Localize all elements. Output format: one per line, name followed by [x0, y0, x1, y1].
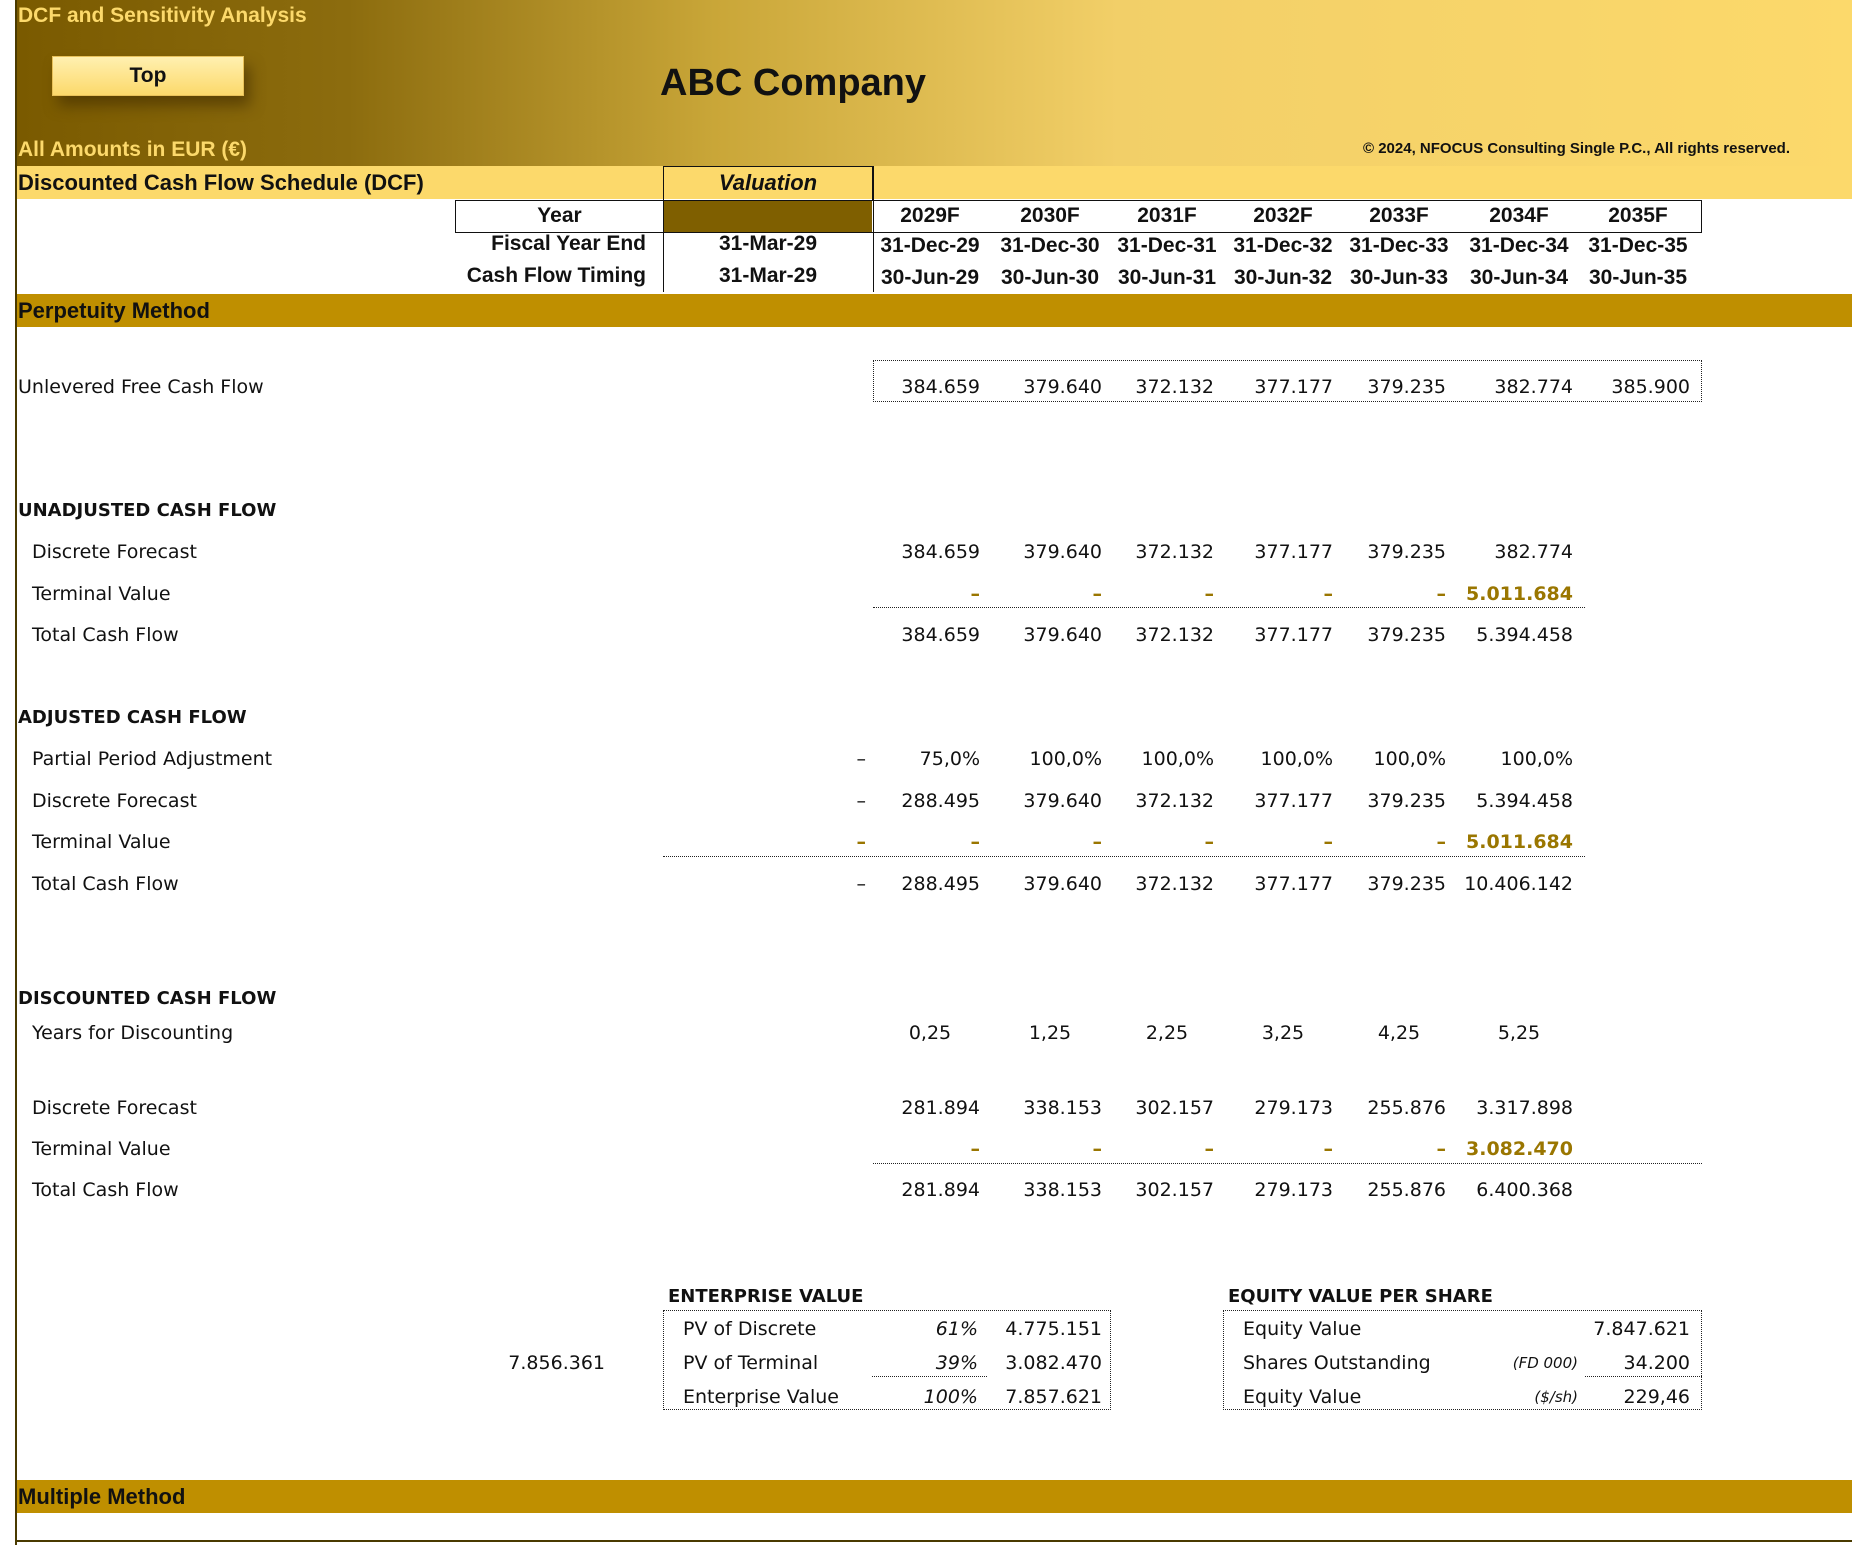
adj-terminal-cell: –	[970, 831, 980, 853]
adj-terminal-cell: –	[1204, 831, 1214, 853]
disc-years-cell: 3,25	[1261, 1022, 1305, 1044]
ufcf-cell: 372.132	[1135, 376, 1214, 398]
cash-flow-timing-cell: 30-Jun-31	[1117, 266, 1217, 289]
ufcf-label: Unlevered Free Cash Flow	[18, 376, 264, 398]
adj-partial-cell: 100,0%	[1141, 748, 1214, 770]
disc-total-cell: 6.400.368	[1476, 1179, 1573, 1201]
disc-terminal-cell: –	[1092, 1138, 1102, 1160]
unadj-total-cell: 5.394.458	[1476, 624, 1573, 646]
ev-row-label: PV of Discrete	[683, 1318, 817, 1340]
amounts-note: All Amounts in EUR (€)	[18, 138, 248, 161]
sheet-title: DCF and Sensitivity Analysis	[18, 4, 307, 27]
disc-discrete-cell: 279.173	[1254, 1097, 1333, 1119]
adj-terminal-cell: –	[1323, 831, 1333, 853]
adj-discrete-cell: 372.132	[1135, 790, 1214, 812]
equity-row-value: 34.200	[1623, 1352, 1690, 1374]
fiscal-year-end-cell: 31-Dec-31	[1117, 234, 1217, 257]
adj-subtotal-line	[663, 856, 1585, 857]
fiscal-year-end-cell: 31-Dec-34	[1469, 234, 1569, 257]
disc-terminal-cell: 3.082.470	[1466, 1138, 1573, 1160]
ev-row-value: 7.857.621	[1005, 1386, 1102, 1408]
fiscal-year-end-cell: 31-Dec-35	[1588, 234, 1688, 257]
adj-terminal-val: –	[856, 831, 866, 853]
disc-years-cell: 1,25	[1028, 1022, 1072, 1044]
unadj-total-cell: 372.132	[1135, 624, 1214, 646]
adj-total-cell: 10.406.142	[1464, 873, 1573, 895]
adj-terminal-cell: –	[1436, 831, 1446, 853]
equity-row-label: Equity Value	[1243, 1386, 1362, 1408]
fiscal-year-end-cell: 31-Dec-32	[1233, 234, 1333, 257]
disc-total-cell: 281.894	[901, 1179, 980, 1201]
adj-terminal-label: Terminal Value	[32, 831, 171, 853]
fiscal-year-end-label: Fiscal Year End	[491, 232, 646, 255]
unadj-terminal-cell: 5.011.684	[1466, 583, 1573, 605]
ev-row-pct: 100%	[923, 1386, 978, 1408]
copyright: © 2024, NFOCUS Consulting Single P.C., All rights reserved.	[1363, 140, 1790, 157]
disc-total-cell: 279.173	[1254, 1179, 1333, 1201]
disc-discrete-cell: 255.876	[1367, 1097, 1446, 1119]
disc-total-cell: 338.153	[1023, 1179, 1102, 1201]
year-header: 2034F	[1489, 204, 1549, 227]
adjusted-title: ADJUSTED CASH FLOW	[18, 707, 247, 728]
adj-partial-label: Partial Period Adjustment	[32, 748, 273, 770]
year-header: 2029F	[900, 204, 960, 227]
adj-discrete-cell: 379.235	[1367, 790, 1446, 812]
equity-row-value: 229,46	[1623, 1386, 1690, 1408]
adj-total-cell: 288.495	[901, 873, 980, 895]
equity-row-value: 7.847.621	[1593, 1318, 1690, 1340]
unadj-discrete-cell: 384.659	[901, 541, 980, 563]
ufcf-cell: 384.659	[901, 376, 980, 398]
cash-flow-timing-cell: 30-Jun-33	[1349, 266, 1449, 289]
disc-discrete-cell: 281.894	[901, 1097, 980, 1119]
equity-title: EQUITY VALUE PER SHARE	[1228, 1286, 1493, 1307]
year-label: Year	[537, 204, 582, 227]
disc-terminal-label: Terminal Value	[32, 1138, 171, 1160]
adj-total-cell: 379.640	[1023, 873, 1102, 895]
schedule-title: Discounted Cash Flow Schedule (DCF)	[18, 170, 424, 195]
adj-total-cell: 372.132	[1135, 873, 1214, 895]
disc-years-cell: 4,25	[1377, 1022, 1421, 1044]
company-title: ABC Company	[660, 62, 927, 104]
disc-total-cell: 255.876	[1367, 1179, 1446, 1201]
ufcf-cell: 379.640	[1023, 376, 1102, 398]
unadj-discrete-cell: 377.177	[1254, 541, 1333, 563]
adj-discrete-cell: 5.394.458	[1476, 790, 1573, 812]
disc-discrete-cell: 338.153	[1023, 1097, 1102, 1119]
unadj-total-cell: 377.177	[1254, 624, 1333, 646]
unadj-terminal-cell: –	[1323, 583, 1333, 605]
equity-row-unit: (FD 000)	[1512, 1354, 1578, 1372]
unadj-discrete-cell: 379.235	[1367, 541, 1446, 563]
adj-terminal-cell: –	[1092, 831, 1102, 853]
fiscal-year-end-cell: 31-Dec-33	[1349, 234, 1449, 257]
discounted-title: DISCOUNTED CASH FLOW	[18, 988, 277, 1009]
adj-discrete-label: Discrete Forecast	[32, 790, 197, 812]
disc-years-label: Years for Discounting	[32, 1022, 234, 1044]
ufcf-cell: 379.235	[1367, 376, 1446, 398]
side-value: 7.856.361	[508, 1352, 605, 1374]
year-header: 2030F	[1020, 204, 1080, 227]
adj-total-label: Total Cash Flow	[32, 873, 179, 895]
equity-row-label: Equity Value	[1243, 1318, 1362, 1340]
cash-flow-timing-label: Cash Flow Timing	[466, 264, 646, 287]
disc-discrete-cell: 302.157	[1135, 1097, 1214, 1119]
cash-flow-timing-cell: 30-Jun-29	[880, 266, 980, 289]
disc-total-cell: 302.157	[1135, 1179, 1214, 1201]
adj-partial-val: –	[856, 748, 866, 770]
disc-years-cell: 2,25	[1145, 1022, 1189, 1044]
unadj-subtotal-line	[873, 607, 1585, 608]
adj-partial-cell: 100,0%	[1260, 748, 1333, 770]
adj-discrete-cell: 288.495	[901, 790, 980, 812]
disc-years-cell: 5,25	[1497, 1022, 1541, 1044]
unadj-terminal-cell: –	[970, 583, 980, 605]
unadj-total-label: Total Cash Flow	[32, 624, 179, 646]
unadjusted-title: UNADJUSTED CASH FLOW	[18, 500, 277, 521]
sheet-bottom-border	[15, 1540, 1852, 1542]
unadj-total-cell: 384.659	[901, 624, 980, 646]
unadj-discrete-label: Discrete Forecast	[32, 541, 197, 563]
valuation-cash-flow-timing: 31-Mar-29	[718, 264, 818, 287]
fiscal-year-end-cell: 31-Dec-29	[880, 234, 980, 257]
ev-row-pct: 61%	[935, 1318, 978, 1340]
ufcf-cell: 377.177	[1254, 376, 1333, 398]
unadj-discrete-cell: 382.774	[1494, 541, 1573, 563]
adj-partial-cell: 100,0%	[1373, 748, 1446, 770]
ev-row-value: 3.082.470	[1005, 1352, 1102, 1374]
adj-partial-cell: 100,0%	[1500, 748, 1573, 770]
disc-years-cell: 0,25	[908, 1022, 952, 1044]
cash-flow-timing-cell: 30-Jun-34	[1469, 266, 1569, 289]
fiscal-year-end-cell: 31-Dec-30	[1000, 234, 1100, 257]
disc-terminal-cell: –	[1436, 1138, 1446, 1160]
cash-flow-timing-cell: 30-Jun-35	[1588, 266, 1688, 289]
ev-row-label: PV of Terminal	[683, 1352, 819, 1374]
adj-total-val: –	[856, 873, 866, 895]
year-header: 2035F	[1608, 204, 1668, 227]
ev-row-pct: 39%	[935, 1352, 978, 1374]
multiple-method-title: Multiple Method	[18, 1484, 186, 1509]
adj-partial-cell: 75,0%	[919, 748, 980, 770]
disc-subtotal-line	[873, 1163, 1702, 1164]
year-header: 2033F	[1369, 204, 1429, 227]
unadj-terminal-cell: –	[1204, 583, 1214, 605]
top-button[interactable]: Top	[52, 56, 244, 96]
disc-terminal-cell: –	[970, 1138, 980, 1160]
ufcf-cell: 385.900	[1611, 376, 1690, 398]
valuation-label: Valuation	[718, 170, 818, 195]
cash-flow-timing-cell: 30-Jun-32	[1233, 266, 1333, 289]
valuation-fiscal-year-end: 31-Mar-29	[718, 232, 818, 255]
unadj-terminal-cell: –	[1436, 583, 1446, 605]
disc-terminal-cell: –	[1204, 1138, 1214, 1160]
unadj-total-cell: 379.235	[1367, 624, 1446, 646]
adj-partial-cell: 100,0%	[1029, 748, 1102, 770]
disc-total-label: Total Cash Flow	[32, 1179, 179, 1201]
equity-row-label: Shares Outstanding	[1243, 1352, 1431, 1374]
ev-row-label: Enterprise Value	[683, 1386, 839, 1408]
unadj-discrete-cell: 372.132	[1135, 541, 1214, 563]
equity-row-unit: ($/sh)	[1534, 1388, 1578, 1406]
adj-total-cell: 377.177	[1254, 873, 1333, 895]
unadj-discrete-cell: 379.640	[1023, 541, 1102, 563]
unadj-terminal-cell: –	[1092, 583, 1102, 605]
adj-discrete-cell: 377.177	[1254, 790, 1333, 812]
perpetuity-method-title: Perpetuity Method	[18, 298, 210, 323]
disc-discrete-cell: 3.317.898	[1476, 1097, 1573, 1119]
ev-row-value: 4.775.151	[1005, 1318, 1102, 1340]
year-header: 2031F	[1137, 204, 1197, 227]
equity-row-unit	[1478, 1316, 1578, 1342]
enterprise-title: ENTERPRISE VALUE	[668, 1286, 864, 1307]
disc-discrete-label: Discrete Forecast	[32, 1097, 197, 1119]
adj-discrete-val: –	[856, 790, 866, 812]
ufcf-cell: 382.774	[1494, 376, 1573, 398]
cash-flow-timing-cell: 30-Jun-30	[1000, 266, 1100, 289]
year-header: 2032F	[1253, 204, 1313, 227]
enterprise-pct-line	[872, 1376, 987, 1377]
equity-shares-line	[1585, 1376, 1702, 1377]
unadj-terminal-label: Terminal Value	[32, 583, 171, 605]
adj-total-cell: 379.235	[1367, 873, 1446, 895]
perpetuity-method-bar	[17, 294, 1852, 327]
unadj-total-cell: 379.640	[1023, 624, 1102, 646]
multiple-method-bar	[17, 1480, 1852, 1513]
valuation-year-fill	[664, 201, 872, 232]
adj-terminal-cell: 5.011.684	[1466, 831, 1573, 853]
disc-terminal-cell: –	[1323, 1138, 1333, 1160]
adj-discrete-cell: 379.640	[1023, 790, 1102, 812]
